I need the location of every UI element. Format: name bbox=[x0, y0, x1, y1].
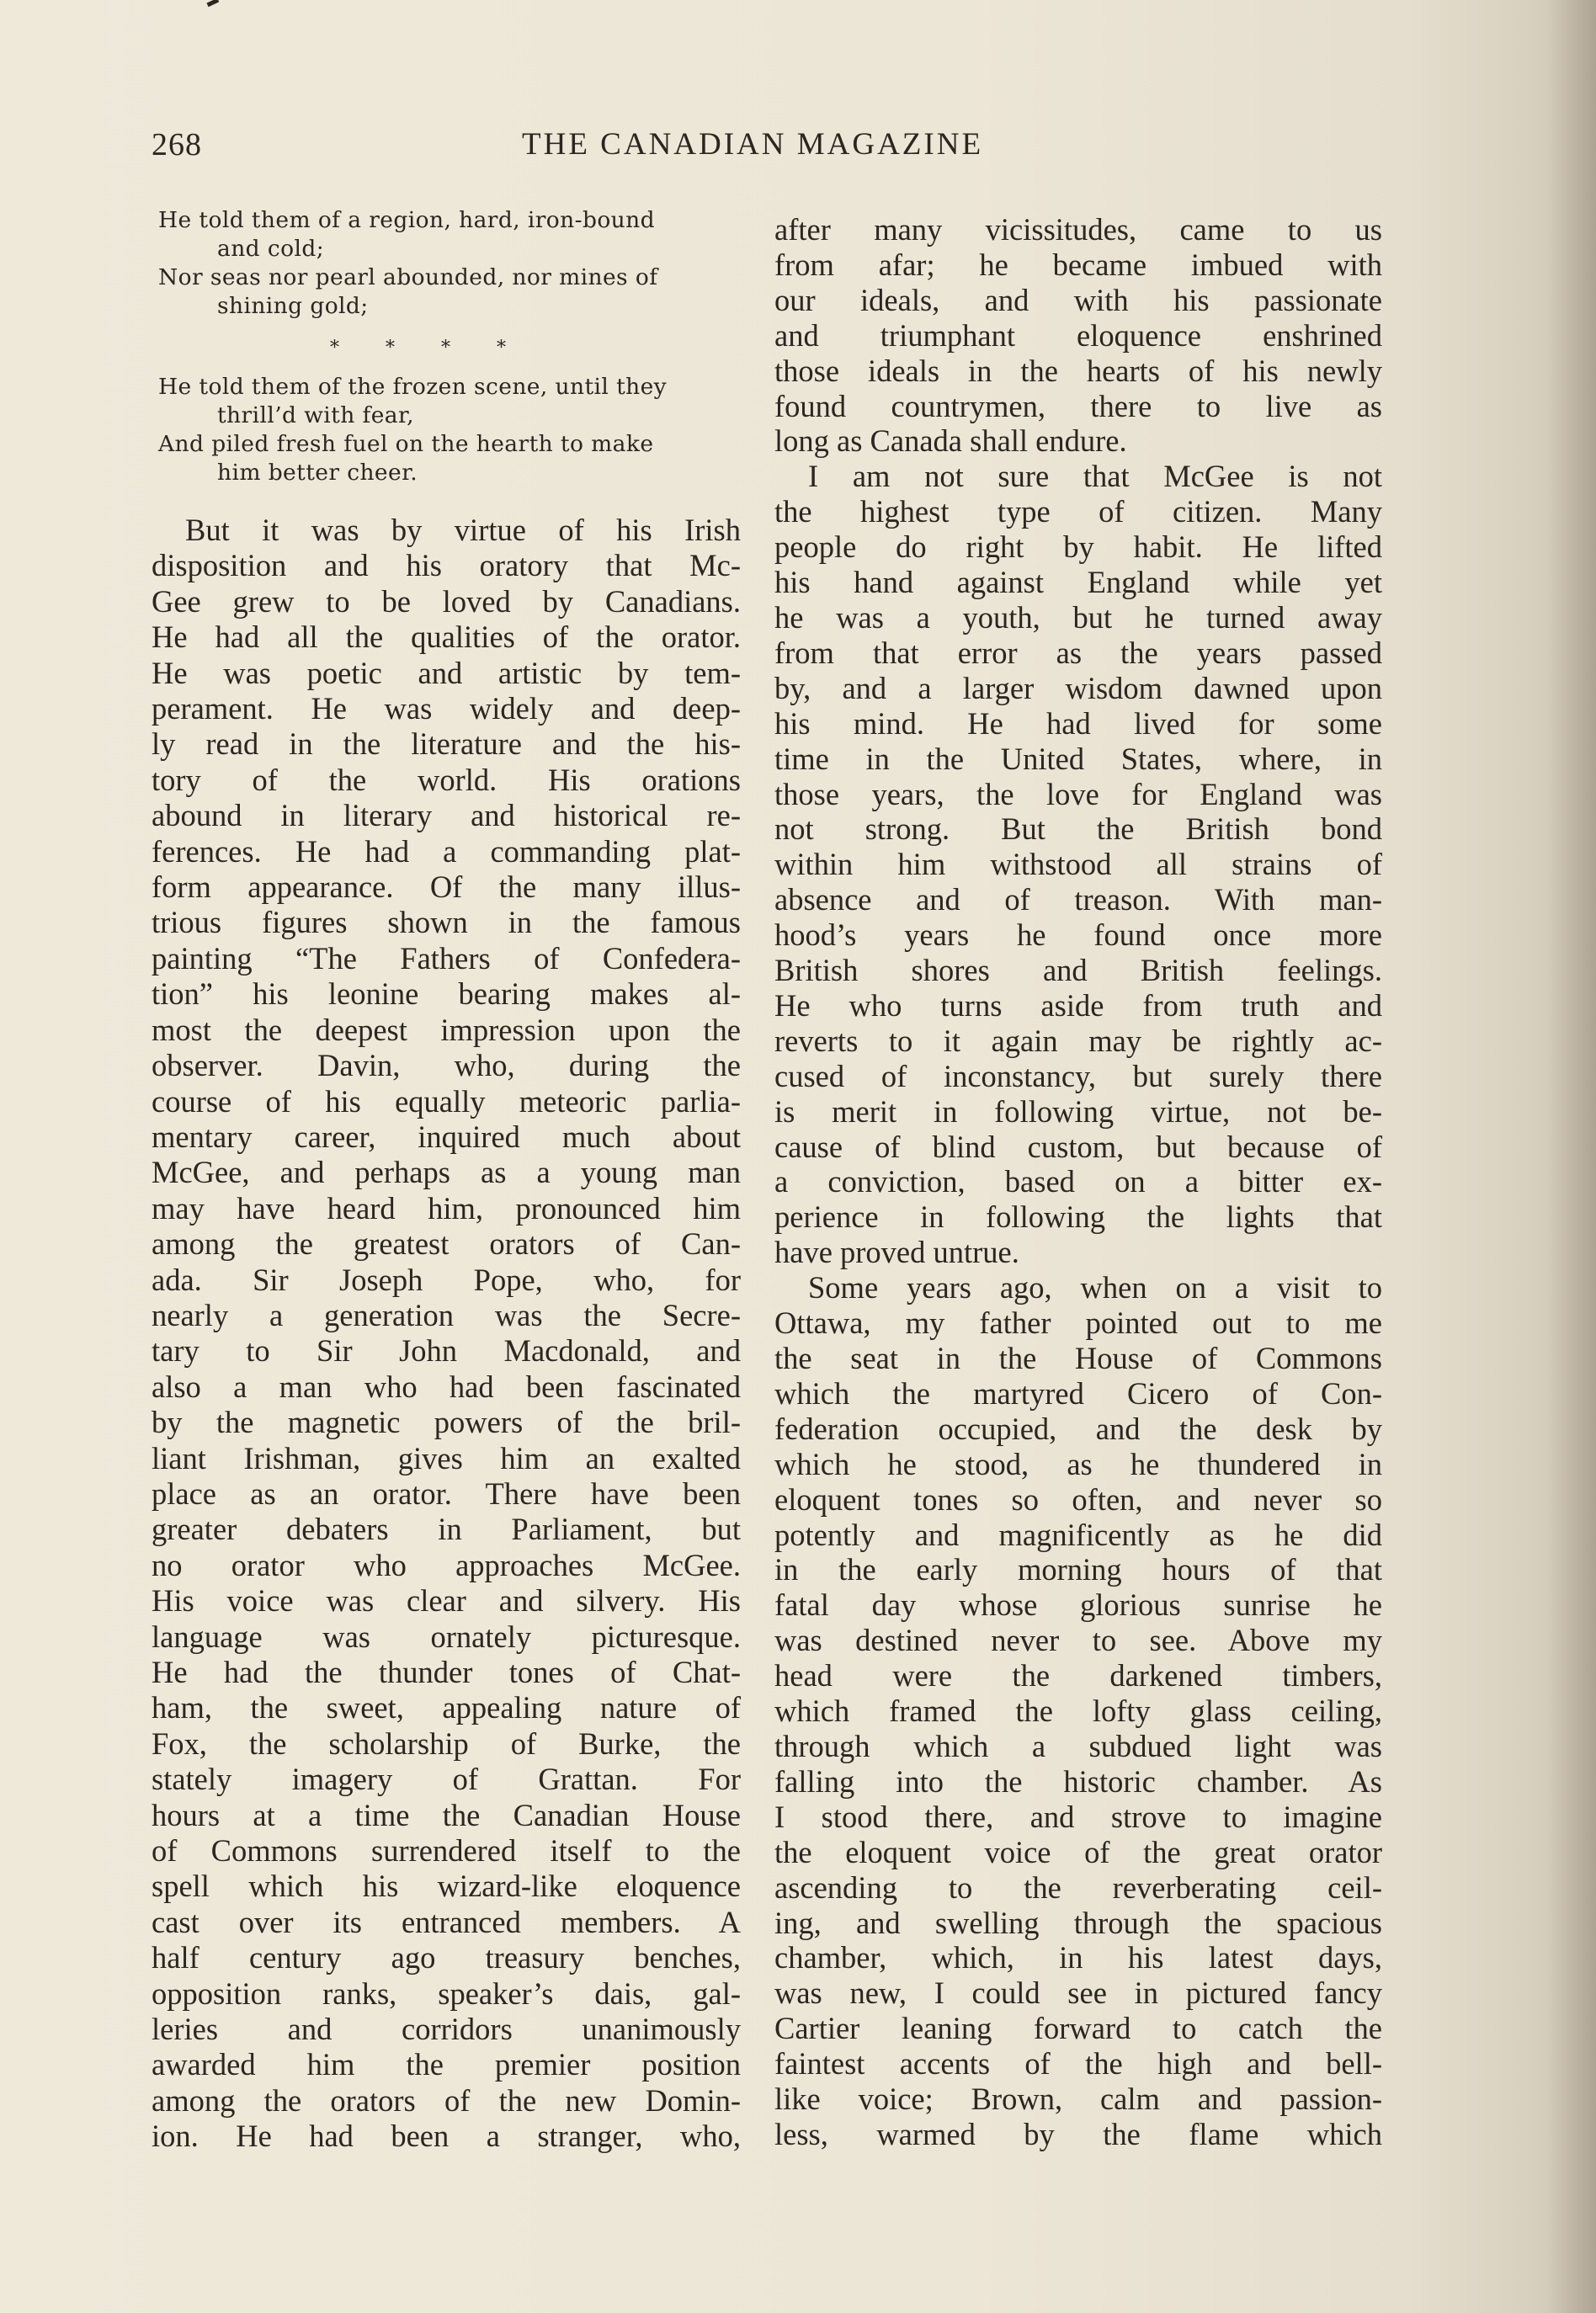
text-line: long as Canada shall endure. bbox=[774, 423, 1127, 459]
text-line: language was ornately picturesque. bbox=[152, 1619, 741, 1654]
text-line: I stood there, and strove to imagine bbox=[774, 1799, 1382, 1834]
text-line: ham, the sweet, appealing nature of bbox=[152, 1690, 741, 1725]
left-paragraph bbox=[152, 513, 741, 2155]
text-line: Gee grew to be loved by Canadians. bbox=[152, 583, 741, 619]
text-line: cast over its entranced members. A bbox=[152, 1904, 741, 1939]
text-line: He who turns aside from truth and bbox=[774, 987, 1382, 1023]
text-line: leries and corridors unanimously bbox=[152, 2012, 741, 2047]
text-line: He was poetic and artistic by tem- bbox=[152, 655, 741, 690]
text-line: those ideals in the hearts of his newly bbox=[774, 353, 1382, 388]
text-line: spell which his wizard-like eloquence bbox=[152, 1869, 741, 1904]
text-line: greater debaters in Parliament, but bbox=[152, 1512, 741, 1547]
verse-line: Nor seas nor pearl abounded, nor mines of bbox=[158, 264, 658, 290]
text-line: a conviction, based on a bitter ex- bbox=[774, 1164, 1382, 1199]
verse-line-continuation: him better cheer. bbox=[217, 460, 418, 486]
text-line: half century ago treasury benches, bbox=[152, 1940, 741, 1975]
text-line: less, warmed by the flame which bbox=[774, 2116, 1382, 2151]
text-line: faintest accents of the high and bell- bbox=[774, 2046, 1382, 2082]
text-line: ascending to the reverberating ceil- bbox=[774, 1869, 1382, 1905]
text-line: perience in following the lights that bbox=[774, 1199, 1382, 1235]
right-paragraph bbox=[774, 1270, 1382, 2152]
text-line: his mind. He had lived for some bbox=[774, 705, 1382, 741]
text-line: ferences. He had a commanding plat- bbox=[152, 833, 741, 869]
text-line: ing, and swelling through the spacious bbox=[774, 1905, 1382, 1940]
text-line: cused of inconstancy, but surely there bbox=[774, 1058, 1382, 1093]
text-line: those years, the love for England was bbox=[774, 776, 1382, 811]
text-line: ada. Sir Joseph Pope, who, for bbox=[152, 1262, 741, 1297]
verse-line-continuation: thrill’d with fear, bbox=[217, 402, 414, 428]
text-line: not strong. But the British bond bbox=[774, 811, 1382, 847]
text-line: was new, I could see in pictured fancy bbox=[774, 1975, 1382, 2011]
text-line: and triumphant eloquence enshrined bbox=[774, 317, 1382, 353]
text-line: stately imagery of Grattan. For bbox=[152, 1762, 741, 1797]
right-paragraph bbox=[774, 459, 1382, 1270]
text-line: by, and a larger wisdom dawned upon bbox=[774, 670, 1382, 705]
text-line: McGee, and perhaps as a young man bbox=[152, 1155, 741, 1190]
text-line: eloquent tones so often, and never so bbox=[774, 1481, 1382, 1517]
text-line: cause of blind custom, but because of bbox=[774, 1129, 1382, 1164]
text-line: painting “The Fathers of Confedera- bbox=[152, 940, 741, 976]
text-line: from that error as the years passed bbox=[774, 635, 1382, 670]
text-line: people do right by habit. He lifted bbox=[774, 529, 1382, 565]
text-line: He had all the qualities of the orator. bbox=[152, 619, 741, 655]
text-line: by the magnetic powers of the bril- bbox=[152, 1405, 741, 1440]
text-line: after many vicissitudes, came to us bbox=[774, 212, 1382, 247]
text-line: British shores and British feelings. bbox=[774, 953, 1382, 988]
text-line: among the greatest orators of Can- bbox=[152, 1226, 741, 1262]
text-line: perament. He was widely and deep- bbox=[152, 691, 741, 726]
text-line: absence and of treason. With man- bbox=[774, 882, 1382, 917]
text-line: trious figures shown in the famous bbox=[152, 905, 741, 940]
text-line: time in the United States, where, in bbox=[774, 741, 1382, 776]
text-line: which he stood, as he thundered in bbox=[774, 1446, 1382, 1481]
text-line: which framed the lofty glass ceiling, bbox=[774, 1694, 1382, 1729]
text-line: he was a youth, but he turned away bbox=[774, 599, 1382, 635]
text-line: tory of the world. His orations bbox=[152, 762, 741, 797]
text-line: observer. Davin, who, during the bbox=[152, 1048, 741, 1083]
verse-line: He told them of the frozen scene, until they bbox=[158, 374, 668, 400]
text-line: federation occupied, and the desk by bbox=[774, 1411, 1382, 1446]
text-line: But it was by virtue of his Irish bbox=[185, 513, 741, 547]
text-line: the seat in the House of Commons bbox=[774, 1341, 1382, 1375]
text-line: which the martyred Cicero of Con- bbox=[774, 1375, 1382, 1411]
corner-mark bbox=[206, 0, 222, 14]
page-header bbox=[152, 126, 1381, 177]
text-line: was destined never to see. Above my bbox=[774, 1623, 1382, 1658]
text-line: chamber, which, in his latest days, bbox=[774, 1940, 1382, 1975]
text-line: among the orators of the new Domin- bbox=[152, 2082, 741, 2118]
verse-line: And piled fresh fuel on the hearth to make bbox=[158, 431, 654, 457]
verse-line-continuation: shining gold; bbox=[217, 293, 369, 319]
verse-separator: * * * * bbox=[330, 338, 506, 359]
text-line: abound in literary and historical re- bbox=[152, 798, 741, 833]
text-line: liant Irishman, gives him an exalted bbox=[152, 1440, 741, 1476]
text-line: place as an orator. There have been bbox=[152, 1476, 741, 1511]
text-line: hours at a time the Canadian House bbox=[152, 1797, 741, 1832]
page-number: 268 bbox=[152, 127, 202, 162]
text-line: no orator who approaches McGee. bbox=[152, 1547, 741, 1582]
text-line: head were the darkened timbers, bbox=[774, 1658, 1382, 1694]
text-line: the eloquent voice of the great orator bbox=[774, 1834, 1382, 1869]
text-line: mentary career, inquired much about bbox=[152, 1119, 741, 1154]
text-line: reverts to it again may be rightly ac- bbox=[774, 1023, 1382, 1058]
text-line: from afar; he became imbued with bbox=[774, 247, 1382, 282]
text-line: his hand against England while yet bbox=[774, 565, 1382, 600]
text-line: our ideals, and with his passionate bbox=[774, 282, 1382, 317]
text-line: through which a subdued light was bbox=[774, 1728, 1382, 1763]
text-line: of Commons surrendered itself to the bbox=[152, 1833, 741, 1869]
text-line: like voice; Brown, calm and passion- bbox=[774, 2082, 1382, 2117]
text-line: nearly a generation was the Secre- bbox=[152, 1297, 741, 1332]
text-line: have proved untrue. bbox=[774, 1235, 1019, 1270]
spine-shadow bbox=[1545, 0, 1596, 2313]
text-line: He had the thunder tones of Chat- bbox=[152, 1655, 741, 1689]
text-line: Fox, the scholarship of Burke, the bbox=[152, 1725, 741, 1761]
text-line: ly read in the literature and the his- bbox=[152, 726, 741, 762]
text-line: may have heard him, pronounced him bbox=[152, 1190, 741, 1226]
text-line: opposition ranks, speaker’s dais, gal- bbox=[152, 1975, 741, 2011]
text-line: His voice was clear and silvery. His bbox=[152, 1583, 741, 1619]
text-line: awarded him the premier position bbox=[152, 2047, 741, 2082]
text-line: found countrymen, there to live as bbox=[774, 388, 1382, 423]
text-line: tion” his leonine bearing makes al- bbox=[152, 976, 741, 1012]
text-line: also a man who had been fascinated bbox=[152, 1369, 741, 1404]
text-line: the highest type of citizen. Many bbox=[774, 494, 1382, 529]
text-line: hood’s years he found once more bbox=[774, 917, 1382, 953]
right-column bbox=[774, 212, 1382, 2152]
text-line: form appearance. Of the many illus- bbox=[152, 869, 741, 905]
text-line: tary to Sir John Macdonald, and bbox=[152, 1333, 741, 1369]
text-line: disposition and his oratory that Mc- bbox=[152, 548, 741, 583]
text-line: falling into the historic chamber. As bbox=[774, 1763, 1382, 1799]
right-paragraph bbox=[774, 212, 1382, 459]
text-line: Ottawa, my father pointed out to me bbox=[774, 1305, 1382, 1341]
verse-block bbox=[152, 206, 741, 487]
text-line: within him withstood all strains of bbox=[774, 847, 1382, 882]
text-line: I am not sure that McGee is not bbox=[808, 459, 1382, 494]
text-line: fatal day whose glorious sunrise he bbox=[774, 1587, 1382, 1623]
text-line: is merit in following virtue, not be- bbox=[774, 1093, 1382, 1129]
text-line: most the deepest impression upon the bbox=[152, 1012, 741, 1047]
text-line: Cartier leaning forward to catch the bbox=[774, 2011, 1382, 2046]
running-title: THE CANADIAN MAGAZINE bbox=[522, 127, 984, 162]
left-column bbox=[152, 206, 741, 2155]
text-line: course of his equally meteoric parlia- bbox=[152, 1083, 741, 1119]
text-line: Some years ago, when on a visit to bbox=[808, 1270, 1382, 1305]
verse-line-continuation: and cold; bbox=[217, 236, 325, 262]
text-line: potently and magnificently as he did bbox=[774, 1517, 1382, 1552]
text-line: in the early morning hours of that bbox=[774, 1552, 1382, 1587]
text-line: ion. He had been a stranger, who, bbox=[152, 2119, 741, 2154]
verse-line: He told them of a region, hard, iron-bound bbox=[158, 207, 655, 233]
